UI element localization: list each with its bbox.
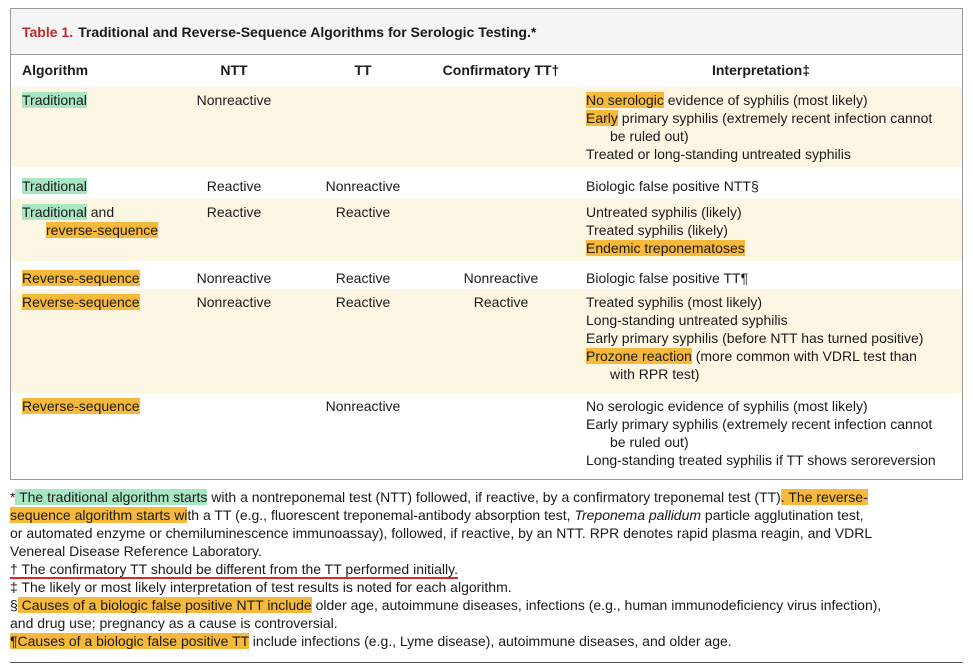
confirmatory-cell: Nonreactive	[463, 270, 539, 286]
footnote-pilcrow: ¶Causes of a biologic false positive TT include infections (e.g., Lyme disease), autoimmune diseases, and older age.	[10, 633, 732, 649]
table-label: Table 1.	[22, 23, 74, 40]
algorithm-cell: Reverse-sequence	[22, 270, 140, 286]
interpretation-cell: No serologic evidence of syphilis (most likely) Early primary syphilis (extremely recent infection cannot be ruled out) Long-standing treated syphilis if TT shows seroreversion	[586, 398, 936, 468]
highlight-text: Prozone reaction	[586, 348, 692, 364]
interpretation-cell: Biologic false positive TT¶	[586, 270, 749, 286]
footnote-double-dagger: ‡ The likely or most likely interpretation of test results is noted for each algorithm.	[10, 579, 512, 595]
algorithm-cell: Traditional and reverse-sequence	[22, 204, 159, 238]
highlight-text: No serologic	[586, 92, 664, 108]
ntt-cell: Reactive	[206, 178, 262, 194]
algorithm-cell: Reverse-sequence	[22, 398, 140, 414]
highlight-text: The traditional algorithm starts	[15, 489, 208, 505]
table-header-row	[11, 55, 962, 87]
interpretation-cell: Untreated syphilis (likely) Treated syphilis (likely) Endemic treponematoses	[586, 204, 745, 256]
ntt-cell: Nonreactive	[196, 294, 272, 310]
table-row	[11, 393, 962, 479]
highlight-text: . The reverse-	[780, 489, 868, 505]
table-row	[11, 173, 962, 199]
ntt-cell: Reactive	[206, 204, 262, 220]
header-algorithm: Algorithm	[22, 62, 89, 78]
tt-cell: Nonreactive	[325, 178, 401, 194]
table-row	[11, 87, 962, 167]
ntt-cell: Nonreactive	[196, 92, 272, 108]
tt-cell: Reactive	[335, 270, 391, 286]
tt-cell: Reactive	[335, 204, 391, 220]
algorithm-cell: Traditional	[22, 92, 87, 108]
tt-cell: Nonreactive	[325, 398, 401, 414]
header-confirmatory: Confirmatory TT†	[442, 62, 560, 78]
interpretation-cell: Treated syphilis (most likely) Long-standing untreated syphilis Early primary syphilis (before NTT has turned positive) Prozone reaction (more common with VDRL test than with RPR test)	[586, 294, 924, 382]
table-row	[11, 265, 962, 289]
footnotes	[10, 488, 963, 650]
algorithm-cell: Reverse-sequence	[22, 294, 140, 310]
highlight-text: Causes of a biologic false positive TT	[17, 633, 249, 649]
table-row	[11, 199, 962, 261]
footnote-section: § Causes of a biologic false positive NTT include older age, autoimmune diseases, infections (e.g., human immunodeficiency virus infection), and drug use; pregnancy as a cause is controversial.	[10, 597, 882, 631]
tt-cell: Reactive	[335, 294, 391, 310]
highlight-text: sequence algorithm starts wi	[10, 507, 188, 523]
confirmatory-cell: Reactive	[473, 294, 529, 310]
serology-table	[10, 8, 963, 480]
highlight-text: Causes of a biologic false positive NTT include	[17, 597, 312, 613]
algorithm-cell: Traditional	[22, 178, 87, 194]
footnote-dagger: † The confirmatory TT should be different from the TT performed initially.	[10, 561, 458, 577]
header-tt: TT	[354, 62, 372, 78]
table-title-bar	[11, 9, 962, 55]
interpretation-cell: No serologic evidence of syphilis (most likely) Early primary syphilis (extremely recent infection cannot be ruled out) Treated or long-standing untreated syphilis	[586, 92, 933, 162]
highlight-text: Endemic treponematoses	[586, 240, 745, 256]
highlight-text: Early	[586, 110, 618, 126]
header-interpretation: Interpretation‡	[711, 62, 810, 78]
header-ntt: NTT	[220, 62, 248, 78]
interpretation-cell: Biologic false positive NTT§	[586, 178, 759, 194]
bottom-rule	[10, 662, 963, 663]
ntt-cell: Nonreactive	[196, 270, 272, 286]
table-title: Traditional and Reverse-Sequence Algorithms for Serologic Testing.*	[78, 23, 537, 40]
footnote-star: * The traditional algorithm starts with a nontreponemal test (NTT) followed, if reactive, by a confirmatory treponemal test (TT). The reverse- sequence algorithm starts with a TT (e.g., fluorescent treponemal-antibody absorption test, Treponema pallidum particle agglutination test, or automated enzyme or chemiluminescence immunoassay), followed, if reactive, by an NTT. RPR denotes rapid plasma reagin, and VDRL Venereal Disease Reference Laboratory.	[10, 489, 873, 559]
table-row	[11, 289, 962, 393]
